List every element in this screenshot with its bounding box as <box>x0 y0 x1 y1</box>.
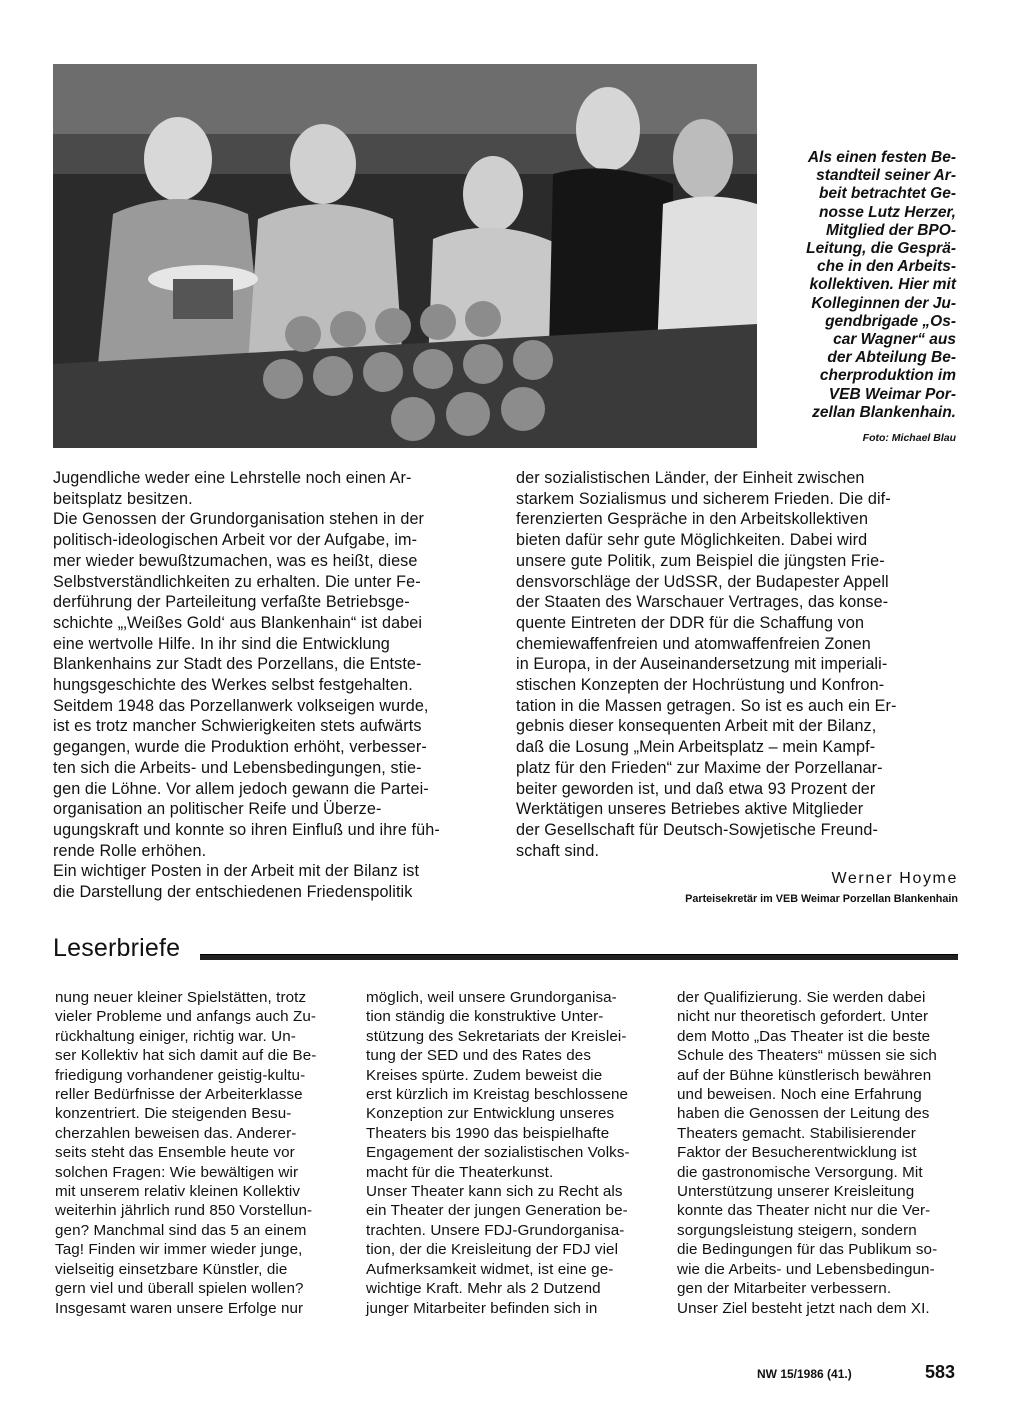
text-line: tung der SED und des Rates des <box>366 1047 592 1065</box>
text-line: solchen Fragen: Wie bewältigen wir <box>55 1163 299 1181</box>
text-line: die gastronomische Versorgung. Mit <box>677 1163 923 1181</box>
letters-column-3 <box>677 988 960 1318</box>
caption-line: standteil seiner Ar- <box>816 167 956 185</box>
caption-line: Leitung, die Gesprä- <box>806 240 956 258</box>
caption-line: Kolleginnen der Ju- <box>811 294 956 312</box>
text-line: tion ständig die konstruktive Unter- <box>366 1008 604 1026</box>
text-line: dem Motto „Das Theater ist die beste <box>677 1027 931 1045</box>
text-line: daß die Losung „Mein Arbeitsplatz – mein Kampf- <box>516 738 876 757</box>
text-line: eine wertvolle Hilfe. In ihr sind die Entwicklung <box>53 634 390 653</box>
article-photo <box>53 64 757 448</box>
text-line: Aufmerksamkeit widmet, ist eine ge- <box>366 1260 614 1278</box>
text-line: Jugendliche weder eine Lehrstelle noch einen Ar- <box>53 469 412 487</box>
text-line: Konzeption zur Entwicklung unseres <box>366 1105 615 1123</box>
text-line: gebnis dieser konsequenten Arbeit mit der Bilanz, <box>516 717 877 736</box>
text-line: Schule des Theaters“ müssen sie sich <box>677 1047 937 1065</box>
text-line: mer wieder bewußtzumachen, was es heißt, diese <box>53 551 418 570</box>
text-line: cherzahlen beweisen das. Anderer- <box>55 1124 297 1142</box>
caption-line: kollektiven. Hier mit <box>809 276 956 294</box>
text-line: derführung der Parteileitung verfaßte Betriebsge- <box>53 593 410 612</box>
text-line: trachten. Unsere FDJ-Grundorganisa- <box>366 1221 625 1239</box>
text-line: Theaters bis 1990 das beispielhafte <box>366 1124 610 1142</box>
text-line: Kreises spürte. Zudem beweist die <box>366 1066 603 1084</box>
text-line: Unterstützung unserer Kreisleitung <box>677 1183 915 1201</box>
text-line: ist es trotz mancher Schwierigkeiten stets aufwärts <box>53 717 422 736</box>
text-line: möglich, weil unsere Grundorganisa- <box>366 989 617 1006</box>
text-line: auf der Bühne künstlerisch bewähren <box>677 1066 932 1084</box>
text-line: rende Rolle erhöhen. <box>53 841 207 860</box>
text-line: konnte das Theater nicht nur die Ver- <box>677 1202 931 1220</box>
text-line: in Europa, in der Auseinandersetzung mit imperiali- <box>516 655 888 674</box>
text-line: Tag! Finden wir immer wieder junge, <box>55 1241 303 1259</box>
text-line: rückhaltung einiger, richtig war. Un- <box>55 1027 296 1045</box>
text-line: starkem Sozialismus und sicherem Frieden. Die dif- <box>516 489 891 508</box>
caption-line: VEB Weimar Por- <box>828 385 956 403</box>
text-line: erst kürzlich im Kreistag beschlossene <box>366 1086 629 1104</box>
caption-line: gendbrigade „Os- <box>825 312 956 330</box>
text-line: mit unserem relativ kleinen Kollektiv <box>55 1183 301 1201</box>
photo-illustration <box>53 64 757 448</box>
text-line: Seitdem 1948 das Porzellanwerk volkseigen wurde, <box>53 696 429 715</box>
text-line: ugungskraft und konnte so ihren Einfluß und ihre füh- <box>53 820 440 839</box>
text-line: Werktätigen unseres Betriebes aktive Mitglieder <box>516 800 864 819</box>
text-line: stützung des Sekretariats der Kreislei- <box>366 1027 627 1045</box>
text-line: Selbstverständlichkeiten zu erhalten. Die unter Fe- <box>53 572 421 591</box>
text-line: hungsgeschichte des Werkes selbst festgehalten. <box>53 676 413 695</box>
text-line: Engagement der sozialistischen Volks- <box>366 1144 630 1162</box>
article-author: Werner Hoyme <box>831 870 958 887</box>
caption-line: nosse Lutz Herzer, <box>819 203 956 221</box>
text-line: densvorschläge der UdSSR, der Budapester Appell <box>516 572 889 591</box>
text-line: stischen Konzepten der Hochrüstung und Konfron- <box>516 676 885 695</box>
text-line: ferenzierten Gespräche in den Arbeitskollektiven <box>516 510 869 529</box>
text-line: macht für die Theaterkunst. <box>366 1163 554 1181</box>
caption-line: cherproduktion im <box>819 367 956 385</box>
text-line: gegangen, wurde die Produktion erhöht, verbesser- <box>53 738 427 757</box>
caption-line: che in den Arbeits- <box>817 258 956 276</box>
text-line: quente Eintreten der DDR für die Schaffung von <box>516 613 865 632</box>
text-line: Unser Ziel besteht jetzt nach dem XI. <box>677 1299 930 1317</box>
text-line: haben die Genossen der Leitung des <box>677 1105 930 1123</box>
letters-column-2 <box>366 988 648 1318</box>
text-line: reller Bedürfnisse der Arbeiterklasse <box>55 1086 303 1104</box>
text-line: beitsplatz besitzen. <box>53 489 193 508</box>
text-line: die Bedingungen für das Publikum so- <box>677 1241 938 1259</box>
text-line: schichte „‚Weißes Gold‘ aus Blankenhain“ ist dabei <box>53 613 423 632</box>
caption-line: Als einen festen Be- <box>807 149 956 166</box>
section-title: Leserbriefe <box>53 934 181 962</box>
text-line: tion, der die Kreisleitung der FDJ viel <box>366 1241 619 1259</box>
text-line: nung neuer kleiner Spielstätten, trotz <box>55 989 307 1006</box>
text-line: chemiewaffenfreien und atomwaffenfreien Zonen <box>516 634 871 653</box>
issue-reference: NW 15/1986 (41.) <box>757 1367 852 1381</box>
text-line: der Qualifizierung. Sie werden dabei <box>677 989 926 1006</box>
text-line: gern viel und überall spielen wollen? <box>55 1280 304 1298</box>
text-line: der Gesellschaft für Deutsch-Sowjetische Freund- <box>516 820 878 839</box>
text-line: friedigung vorhandener geistig-kultu- <box>55 1066 306 1084</box>
text-line: ten sich die Arbeits- und Lebensbedingungen, stie- <box>53 758 422 777</box>
page-number: 583 <box>925 1362 956 1382</box>
text-line: Ein wichtiger Posten in der Arbeit mit der Bilanz ist <box>53 862 420 881</box>
text-line: wie die Arbeits- und Lebensbedingun- <box>677 1260 935 1278</box>
letters-column-1 <box>55 988 340 1318</box>
text-line: wichtige Kraft. Mehr als 2 Dutzend <box>366 1280 601 1298</box>
text-line: konzentriert. Die steigenden Besu- <box>55 1105 292 1123</box>
text-line: der sozialistischen Länder, der Einheit zwischen <box>516 469 865 487</box>
caption-line: zellan Blankenhain. <box>812 403 956 421</box>
text-line: junger Mitarbeiter befinden sich in <box>366 1299 598 1317</box>
photo-credit: Foto: Michael Blau <box>862 432 956 444</box>
text-line: und beweisen. Noch eine Erfahrung <box>677 1086 922 1104</box>
article-left-column <box>53 468 500 903</box>
text-line: der Staaten des Warschauer Vertrages, das konse- <box>516 593 889 612</box>
text-line: gen der Mitarbeiter verbessern. <box>677 1280 892 1298</box>
caption-line: Mitglied der BPO- <box>825 221 956 239</box>
article-right-column <box>516 468 958 861</box>
text-line: unsere gute Politik, zum Beispiel die jüngsten Frie- <box>516 551 885 570</box>
text-line: bieten dafür sehr gute Möglichkeiten. Dabei wird <box>516 531 868 550</box>
text-line: Theaters gemacht. Stabilisierender <box>677 1124 916 1142</box>
photo-caption <box>760 149 956 422</box>
section-rule <box>200 954 958 960</box>
text-line: gen die Löhne. Vor allem jedoch gewann die Partei- <box>53 779 429 798</box>
caption-line: der Abteilung Be- <box>827 349 956 367</box>
text-line: gen? Manchmal sind das 5 an einem <box>55 1221 307 1239</box>
article-author-role: Parteisekretär im VEB Weimar Porzellan Blankenhain <box>685 893 958 905</box>
text-line: Insgesamt waren unsere Erfolge nur <box>55 1299 304 1317</box>
text-line: vieler Probleme und anfangs auch Zu- <box>55 1008 317 1026</box>
text-line: ein Theater der jungen Generation be- <box>366 1202 628 1220</box>
text-line: Faktor der Besucherentwicklung ist <box>677 1144 917 1162</box>
caption-line: car Wagner“ aus <box>833 331 956 349</box>
text-line: vielseitig einsetzbare Künstler, die <box>55 1260 288 1278</box>
caption-line: beit betrachtet Ge- <box>819 185 956 203</box>
text-line: seits steht das Ensemble heute vor <box>55 1144 295 1162</box>
text-line: ser Kollektiv hat sich damit auf die Be- <box>55 1047 317 1065</box>
text-line: Blankenhains zur Stadt des Porzellans, die Entste- <box>53 655 422 674</box>
text-line: die Darstellung der entschiedenen Friedenspolitik <box>53 883 413 902</box>
text-line: beiter geworden ist, und daß etwa 93 Prozent der <box>516 779 876 798</box>
text-line: politisch-ideologischen Arbeit vor der Aufgabe, im- <box>53 531 418 550</box>
text-line: Unser Theater kann sich zu Recht als <box>366 1183 623 1201</box>
text-line: nicht nur theoretisch gefordert. Unter <box>677 1008 929 1026</box>
text-line: Die Genossen der Grundorganisation stehen in der <box>53 510 425 529</box>
text-line: organisation an politischer Reife und Überze- <box>53 800 382 819</box>
text-line: sorgungsleistung steigern, sondern <box>677 1221 917 1239</box>
text-line: schaft sind. <box>516 841 600 860</box>
text-line: weiterhin jährlich rund 850 Vorstellun- <box>55 1202 313 1220</box>
text-line: platz für den Frieden“ zur Maxime der Porzellanar- <box>516 758 883 777</box>
text-line: tation in die Massen getragen. So ist es auch ein Er- <box>516 696 897 715</box>
